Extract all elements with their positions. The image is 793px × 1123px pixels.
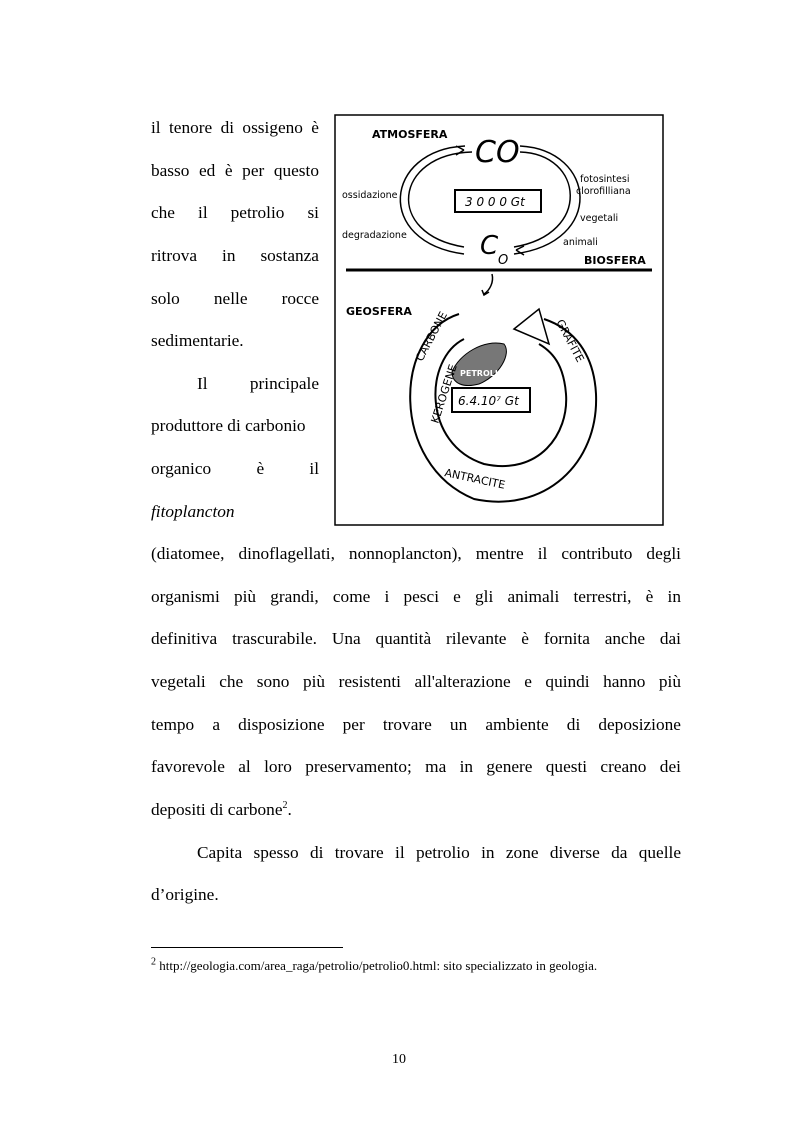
- word: organico: [151, 459, 212, 478]
- box-geo-label: 6.4.10⁷ Gt: [458, 394, 519, 408]
- word: resistenti: [338, 672, 401, 691]
- word: pesci: [403, 587, 439, 606]
- down-arrow: [484, 274, 493, 294]
- body-line-8: produttore di carbonio: [151, 416, 306, 435]
- word: organismi: [151, 587, 220, 606]
- word: anche: [604, 629, 646, 648]
- body-line-6: sedimentarie.: [151, 331, 244, 350]
- word: in: [667, 587, 681, 606]
- body-line-2: [151, 161, 319, 181]
- label-carbone: CARBONE: [413, 309, 451, 364]
- word: all'alterazione: [414, 672, 511, 691]
- label-petrolio: PETROLIO: [460, 369, 505, 378]
- word: animali: [507, 587, 560, 606]
- word: è: [311, 118, 319, 137]
- word: principale: [249, 374, 319, 393]
- geo-arrow-head: [514, 309, 549, 344]
- label-fotosintesi: fotosintesi: [580, 174, 630, 185]
- word: questo: [273, 161, 319, 180]
- body-line-9: [151, 459, 319, 479]
- word: ritrova: [151, 246, 198, 265]
- body-line-5: [151, 289, 319, 309]
- last-line-text: depositi di carbone: [151, 800, 283, 819]
- word: e: [453, 587, 461, 606]
- word: di: [566, 715, 581, 734]
- page-number: 10: [392, 1052, 406, 1067]
- label-animali: animali: [563, 237, 598, 248]
- word: per: [342, 715, 365, 734]
- label-biosfera: BIOSFERA: [584, 254, 646, 267]
- word: petrolio: [415, 843, 470, 862]
- label-c: C: [480, 231, 499, 261]
- word: più: [233, 587, 257, 606]
- top-left-arc: [409, 152, 472, 247]
- word: spesso: [253, 843, 299, 862]
- word: è: [256, 459, 265, 478]
- word: si: [307, 203, 319, 222]
- word: il: [395, 843, 405, 862]
- word: ma: [425, 757, 447, 776]
- word: terrestri,: [573, 587, 632, 606]
- word: che: [219, 672, 244, 691]
- body-line-12: [151, 587, 681, 607]
- word: il: [309, 459, 319, 478]
- word: quantità: [375, 629, 432, 648]
- body-line-15: [151, 715, 681, 735]
- word: rocce: [281, 289, 319, 308]
- word: è: [645, 587, 654, 606]
- word: quindi: [545, 672, 590, 691]
- label-geosfera: GEOSFERA: [346, 305, 412, 318]
- word: grandi,: [270, 587, 319, 606]
- carbon-cycle-figure: [334, 114, 664, 526]
- body-line-7: [197, 374, 319, 394]
- label-antracite: ANTRACITE: [443, 466, 507, 492]
- word: in: [222, 246, 236, 265]
- body-line-3: [151, 203, 319, 223]
- word: e: [524, 672, 532, 691]
- label-vegetali: vegetali: [580, 213, 619, 224]
- body-line-1: [151, 118, 319, 138]
- word: tempo: [151, 715, 195, 734]
- footnote-text: http://geologia.com/area_raga/petrolio/petrolio0.html: sito specializzato in geologia.: [156, 958, 598, 973]
- word: disposizione: [238, 715, 325, 734]
- word: solo: [151, 289, 180, 308]
- body-line-16: [151, 757, 681, 777]
- word: al: [238, 757, 251, 776]
- word: Una: [331, 629, 361, 648]
- label-kerogene: KEROGENE: [428, 362, 460, 425]
- word: in: [459, 757, 474, 776]
- word: petrolio: [230, 203, 285, 222]
- label-ossidazione: ossidazione: [342, 190, 398, 201]
- word: di: [220, 118, 235, 137]
- word: ed: [199, 161, 216, 180]
- last-line-end: .: [287, 800, 292, 819]
- body-line-11: [151, 544, 681, 564]
- word: i: [384, 587, 390, 606]
- word: sostanza: [260, 246, 319, 265]
- word: dei: [659, 757, 681, 776]
- label-degradazione: degradazione: [342, 230, 407, 241]
- word: per: [242, 161, 265, 180]
- label-co: CO: [475, 135, 520, 170]
- word: basso: [151, 161, 190, 180]
- word: creano: [600, 757, 647, 776]
- word: dai: [659, 629, 681, 648]
- label-clorofilliana: clorofilliana: [576, 186, 631, 197]
- word: da: [611, 843, 628, 862]
- word: che: [151, 203, 175, 222]
- word: hanno: [603, 672, 646, 691]
- label-grafite: GRAFITE: [553, 317, 587, 365]
- word: di: [309, 843, 324, 862]
- footnote-ref[interactable]: 2: [282, 800, 288, 812]
- footnote-number: 2: [151, 956, 156, 968]
- body-line-19: d’origine.: [151, 885, 219, 904]
- word: definitiva: [151, 629, 218, 648]
- word: nelle: [213, 289, 248, 308]
- word: vegetali: [151, 672, 206, 691]
- word: favorevole: [151, 757, 225, 776]
- body-line-14: [151, 672, 681, 692]
- body-line-18: [197, 843, 681, 863]
- word: Il: [197, 374, 208, 393]
- label-c-sub: O: [498, 253, 509, 268]
- body-line-10: fitoplancton: [151, 502, 235, 521]
- word: trovare: [334, 843, 384, 862]
- word: ambiente: [485, 715, 549, 734]
- word: un: [449, 715, 468, 734]
- word: rilevante: [446, 629, 507, 648]
- box-3000-label: 3 0 0 0 Gt: [465, 195, 525, 209]
- word: gli: [475, 587, 494, 606]
- word: genere: [486, 757, 533, 776]
- footnote-rule: [151, 947, 343, 948]
- word: in: [481, 843, 495, 862]
- footnote: [151, 958, 597, 973]
- word: è: [224, 161, 233, 180]
- body-line-4: [151, 246, 319, 266]
- word: deposizione: [598, 715, 681, 734]
- word: degli: [646, 544, 681, 563]
- word: è: [521, 629, 529, 648]
- word: dinoflagellati,: [238, 544, 335, 563]
- word: a: [212, 715, 220, 734]
- word: trascurabile.: [232, 629, 317, 648]
- body-line-17: [151, 800, 292, 820]
- word: nonnoplancton),: [348, 544, 462, 563]
- word: fornita: [543, 629, 590, 648]
- petrolio-blob: [452, 343, 506, 385]
- word: (diatomee,: [151, 544, 225, 563]
- label-atmosfera: ATMOSFERA: [372, 128, 448, 141]
- word: preservamento;: [305, 757, 412, 776]
- word: Capita: [197, 843, 243, 862]
- word: trovare: [382, 715, 432, 734]
- word: tenore: [169, 118, 213, 137]
- word: mentre: [475, 544, 524, 563]
- word: loro: [264, 757, 292, 776]
- word: come: [332, 587, 371, 606]
- word: contributo: [561, 544, 633, 563]
- word: il: [198, 203, 208, 222]
- word: il: [537, 544, 548, 563]
- word: diverse: [549, 843, 600, 862]
- word: zone: [505, 843, 539, 862]
- word: quelle: [638, 843, 681, 862]
- word: più: [302, 672, 326, 691]
- word: questi: [545, 757, 588, 776]
- word: più: [658, 672, 681, 691]
- body-line-13: [151, 629, 681, 649]
- word: il: [151, 118, 161, 137]
- word: ossigeno: [242, 118, 303, 137]
- word: sono: [256, 672, 290, 691]
